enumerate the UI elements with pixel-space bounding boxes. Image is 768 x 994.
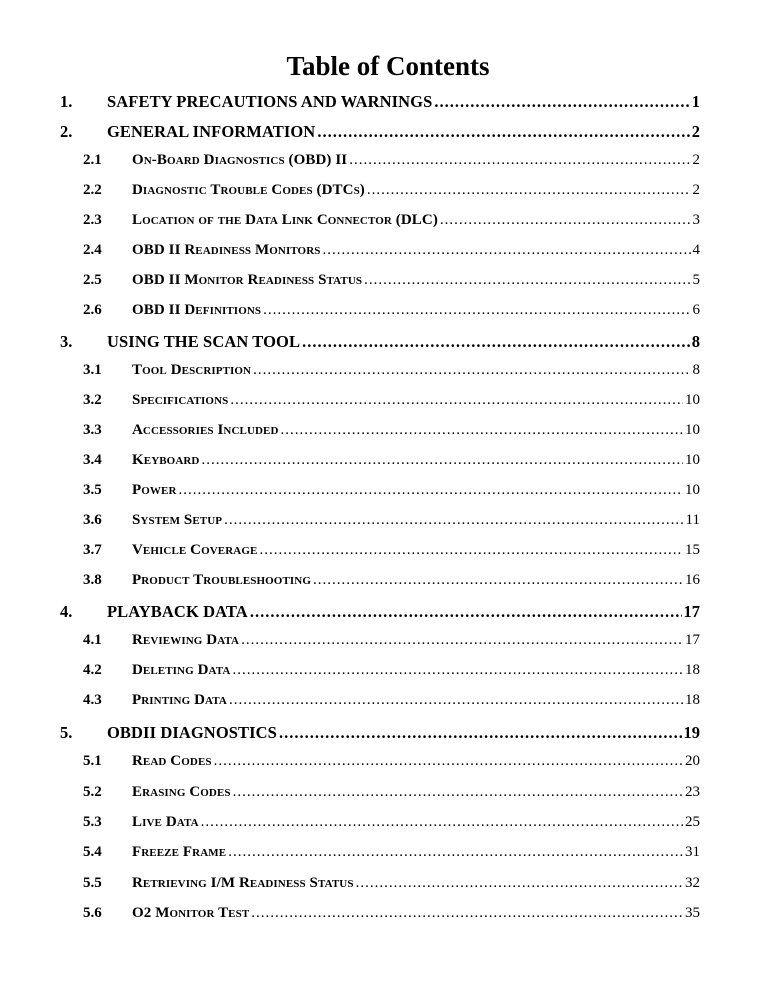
dot-leader [230, 392, 683, 409]
toc-number: 4.1 [83, 632, 102, 648]
toc-title: Live Data [132, 814, 199, 830]
toc-title: Keyboard [132, 452, 200, 468]
dot-leader [440, 212, 691, 229]
dot-leader [434, 92, 689, 112]
toc-page-number: 5 [692, 272, 700, 288]
toc-entry-section[interactable] [0, 814, 700, 836]
dot-leader [233, 784, 683, 801]
toc-title: Specifications [132, 392, 229, 408]
dot-leader [364, 272, 690, 289]
dot-leader [367, 182, 691, 199]
toc-entry-chapter[interactable] [0, 122, 700, 144]
toc-page-number: 8 [691, 332, 700, 351]
toc-title: Diagnostic Trouble Codes (DTCs) [132, 182, 365, 198]
toc-page-number: 23 [685, 784, 700, 800]
toc-number: 3.1 [83, 362, 102, 378]
toc-page-number: 15 [685, 542, 700, 558]
toc-number: 3.7 [83, 542, 102, 558]
toc-number: 5.5 [83, 875, 102, 891]
toc-page-number: 31 [685, 844, 700, 860]
toc-title: Deleting Data [132, 662, 231, 678]
dot-leader [259, 542, 683, 559]
toc-page-number: 11 [685, 512, 700, 528]
toc-number: 3.3 [83, 422, 102, 438]
toc-entry-section[interactable] [0, 512, 700, 534]
dot-leader [253, 362, 690, 379]
toc-entry-section[interactable] [0, 784, 700, 806]
toc-entry-section[interactable] [0, 875, 700, 897]
toc-title: Tool Description [132, 362, 252, 378]
toc-number: 2. [60, 122, 73, 141]
toc-title: OBDII DIAGNOSTICS [107, 723, 277, 742]
toc-number: 2.6 [83, 302, 102, 318]
toc-entry-section[interactable] [0, 572, 700, 594]
toc-entry-section[interactable] [0, 632, 700, 654]
toc-entry-section[interactable] [0, 844, 700, 866]
dot-leader [263, 302, 690, 319]
toc-number: 4.2 [83, 662, 102, 678]
toc-entry-section[interactable] [0, 272, 700, 294]
toc-title: OBD II Readiness Monitors [132, 242, 321, 258]
toc-page-number: 17 [685, 632, 700, 648]
toc-page-number: 2 [692, 182, 700, 198]
toc-number: 3.5 [83, 482, 102, 498]
toc-title: Accessories Included [132, 422, 279, 438]
toc-entry-section[interactable] [0, 753, 700, 775]
toc-page-number: 8 [692, 362, 700, 378]
toc-title: Location of the Data Link Connector (DLC) [132, 212, 438, 228]
toc-number: 1. [60, 92, 73, 111]
toc-entry-section[interactable] [0, 452, 700, 474]
dot-leader [228, 844, 683, 861]
toc-title: GENERAL INFORMATION [107, 122, 316, 141]
toc-page-number: 1 [691, 92, 700, 111]
toc-title: Retrieving I/M Readiness Status [132, 875, 354, 891]
toc-number: 5.6 [83, 905, 102, 921]
toc-title: Power [132, 482, 177, 498]
toc-page-number: 10 [685, 452, 700, 468]
page-title: Table of Contents [286, 51, 490, 81]
toc-number: 4.3 [83, 692, 102, 708]
toc-page-number: 2 [691, 122, 700, 141]
toc-entry-section[interactable] [0, 182, 700, 204]
toc-page-number: 17 [683, 602, 700, 621]
toc-title: Read Codes [132, 753, 212, 769]
toc-entry-section[interactable] [0, 212, 700, 234]
toc-title: USING THE SCAN TOOL [107, 332, 301, 351]
toc-number: 2.3 [83, 212, 102, 228]
toc-title: Product Troubleshooting [132, 572, 311, 588]
toc-page-number: 6 [692, 302, 700, 318]
toc-entry-chapter[interactable] [0, 332, 700, 354]
toc-entry-section[interactable] [0, 302, 700, 324]
toc-number: 5.4 [83, 844, 102, 860]
toc-entry-section[interactable] [0, 242, 700, 264]
toc-number: 3.2 [83, 392, 102, 408]
toc-title: OBD II Definitions [132, 302, 262, 318]
toc-entry-section[interactable] [0, 422, 700, 444]
dot-leader [214, 753, 683, 770]
toc-page-number: 18 [685, 662, 700, 678]
toc-page-number: 10 [685, 482, 700, 498]
dot-leader [250, 602, 682, 622]
dot-leader [201, 452, 683, 469]
toc-page-number: 19 [683, 723, 700, 742]
toc-number: 3.8 [83, 572, 102, 588]
toc-number: 4. [60, 602, 73, 621]
dot-leader [302, 332, 690, 352]
toc-title: PLAYBACK DATA [107, 602, 248, 621]
dot-leader [201, 814, 683, 831]
toc-page-number: 25 [685, 814, 700, 830]
toc-title: SAFETY PRECAUTIONS AND WARNINGS [107, 92, 433, 111]
toc-number: 3.4 [83, 452, 102, 468]
dot-leader [281, 422, 683, 439]
toc-page-number: 18 [685, 692, 700, 708]
toc-page-number: 2 [692, 152, 700, 168]
toc-number: 2.2 [83, 182, 102, 198]
dot-leader [322, 242, 690, 259]
dot-leader [224, 512, 683, 529]
toc-title: Erasing Codes [132, 784, 231, 800]
toc-title: Vehicle Coverage [132, 542, 258, 558]
toc-page-number: 4 [692, 242, 700, 258]
dot-leader [241, 632, 683, 649]
dot-leader [251, 905, 683, 922]
toc-number: 3. [60, 332, 73, 351]
toc-entry-section[interactable] [0, 362, 700, 384]
toc-entry-section[interactable] [0, 905, 700, 927]
dot-leader [229, 692, 683, 709]
dot-leader [232, 662, 683, 679]
toc-entry-section[interactable] [0, 392, 700, 414]
dot-leader [179, 482, 684, 499]
toc-number: 5. [60, 723, 73, 742]
toc-page-number: 16 [685, 572, 700, 588]
toc-entry-chapter[interactable] [0, 602, 700, 624]
toc-number: 2.4 [83, 242, 102, 258]
toc-number: 2.5 [83, 272, 102, 288]
toc-number: 2.1 [83, 152, 102, 168]
toc-entry-section[interactable] [0, 482, 700, 504]
toc-title: Reviewing Data [132, 632, 240, 648]
toc-page-number: 35 [685, 905, 700, 921]
toc-entry-section[interactable] [0, 542, 700, 564]
toc-page-number: 32 [685, 875, 700, 891]
dot-leader [313, 572, 683, 589]
toc-number: 3.6 [83, 512, 102, 528]
toc-page-number: 10 [685, 422, 700, 438]
toc-entry-section[interactable] [0, 152, 700, 174]
toc-title: O2 Monitor Test [132, 905, 250, 921]
dot-leader [317, 122, 689, 142]
toc-title: On-Board Diagnostics (OBD) II [132, 152, 348, 168]
dot-leader [349, 152, 690, 169]
toc-page-number: 20 [685, 753, 700, 769]
toc-page-number: 10 [685, 392, 700, 408]
toc-title: OBD II Monitor Readiness Status [132, 272, 363, 288]
toc-number: 5.2 [83, 784, 102, 800]
dot-leader [279, 723, 682, 743]
toc-entry-section[interactable] [0, 662, 700, 684]
toc-title: System Setup [132, 512, 223, 528]
toc-page-number: 3 [692, 212, 700, 228]
toc-entry-chapter[interactable] [0, 92, 700, 114]
dot-leader [356, 875, 683, 892]
toc-title: Printing Data [132, 692, 227, 708]
toc-title: Freeze Frame [132, 844, 227, 860]
toc-number: 5.3 [83, 814, 102, 830]
toc-entry-chapter[interactable] [0, 723, 700, 745]
toc-entry-section[interactable] [0, 692, 700, 714]
toc-number: 5.1 [83, 753, 102, 769]
